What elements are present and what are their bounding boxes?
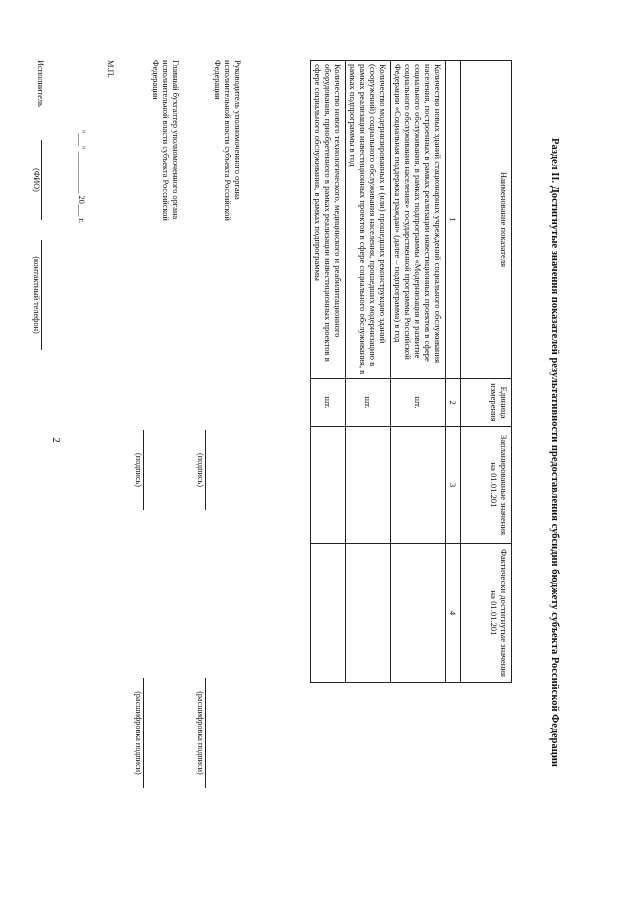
head-decipher-line[interactable] (205, 678, 218, 788)
head-signature-block (196, 430, 218, 510)
head-decipher-block (196, 678, 218, 788)
accountant-decipher-block (134, 678, 156, 788)
header-actual: Фактически достигнутые значения на 01.01.201 (461, 544, 512, 683)
planned-value-cell[interactable] (391, 427, 446, 544)
column-number: 1 (446, 61, 461, 379)
indicator-name-cell: Количество нового технологического, медицинского и реабилитационного оборудования, приобретенного в рамках реализации инвестиционных проектов в сфере социального обслуживания, в рамках подпрограммы (311, 61, 346, 379)
rotated-page-content (0, 20, 560, 885)
executor-label: Исполнитель (36, 60, 45, 107)
actual-value-cell[interactable] (391, 544, 446, 683)
accountant-signature-label: Главный бухгалтер уполномоченного органа исполнительной власти субъекта Российской Федерации (150, 60, 180, 221)
table-header-row (461, 61, 512, 683)
unit-cell: шт. (391, 379, 446, 427)
actual-value-cell[interactable] (346, 544, 391, 683)
planned-value-cell[interactable] (346, 427, 391, 544)
unit-cell: шт. (346, 379, 391, 427)
planned-value-cell[interactable] (311, 427, 346, 544)
table-row (391, 61, 446, 683)
executor-fio-block (32, 140, 54, 220)
accountant-signature-caption: (подпись) (134, 453, 143, 487)
executor-fio-line[interactable] (41, 140, 54, 220)
header-unit: Единица измерения (461, 379, 512, 427)
indicator-name-cell: Количество модернизированных и (или) прошедших реконструкцию зданий (сооружений) социального обслуживания населения, прошедших модернизацию в рамках реализации инвестиционных проектов в сфере социального обслуживания, в рамках подпрограммы в год (346, 61, 391, 379)
executor-phone-caption: (контактный телефон) (32, 256, 41, 334)
executor-fio-caption: (ФИО) (32, 168, 41, 192)
column-number-row (446, 61, 461, 683)
indicator-name-cell: Количество новых зданий стационарных учреждений социального обслуживания населения, построенных в рамках реализации инвестиционных проектов в сфере социального обслуживания, в рамках подпрограммы «Модернизация и развитие социального обслуживания населения» государственной программы Российской Федерации «Социальная поддержка граждан» (далее – подпрограмма) в год (391, 61, 446, 379)
accountant-decipher-caption: (расшифровка подписи) (134, 691, 143, 775)
column-number: 4 (446, 544, 461, 683)
date-line[interactable]: "___" __________ 20___ г. (77, 130, 86, 224)
section-title: Раздел II. Достигнутые значения показателей результативности предоставления субсидии бюджету субъекта Российской Федерации (549, 138, 560, 767)
accountant-signature-block (134, 430, 156, 510)
executor-phone-block (32, 240, 54, 350)
table-row (311, 61, 346, 683)
accountant-signature-line[interactable] (143, 430, 156, 510)
executor-phone-line[interactable] (41, 240, 54, 350)
header-indicator-name: Наименование показателя (461, 61, 512, 379)
header-planned: Запланированные значения на 01.01.201 (461, 427, 512, 544)
unit-cell: шт. (311, 379, 346, 427)
head-signature-line[interactable] (205, 430, 218, 510)
indicators-table (310, 60, 512, 683)
column-number: 3 (446, 427, 461, 544)
page-number: 2 (50, 437, 62, 443)
column-number: 2 (446, 379, 461, 427)
head-decipher-caption: (расшифровка подписи) (196, 691, 205, 775)
head-signature-caption: (подпись) (196, 453, 205, 487)
actual-value-cell[interactable] (311, 544, 346, 683)
table-row (346, 61, 391, 683)
head-signature-label: Руководитель уполномоченного органа исполнительной власти субъекта Российской Федерации (212, 60, 242, 221)
accountant-decipher-line[interactable] (143, 678, 156, 788)
stamp-place: М.П. (106, 60, 115, 78)
